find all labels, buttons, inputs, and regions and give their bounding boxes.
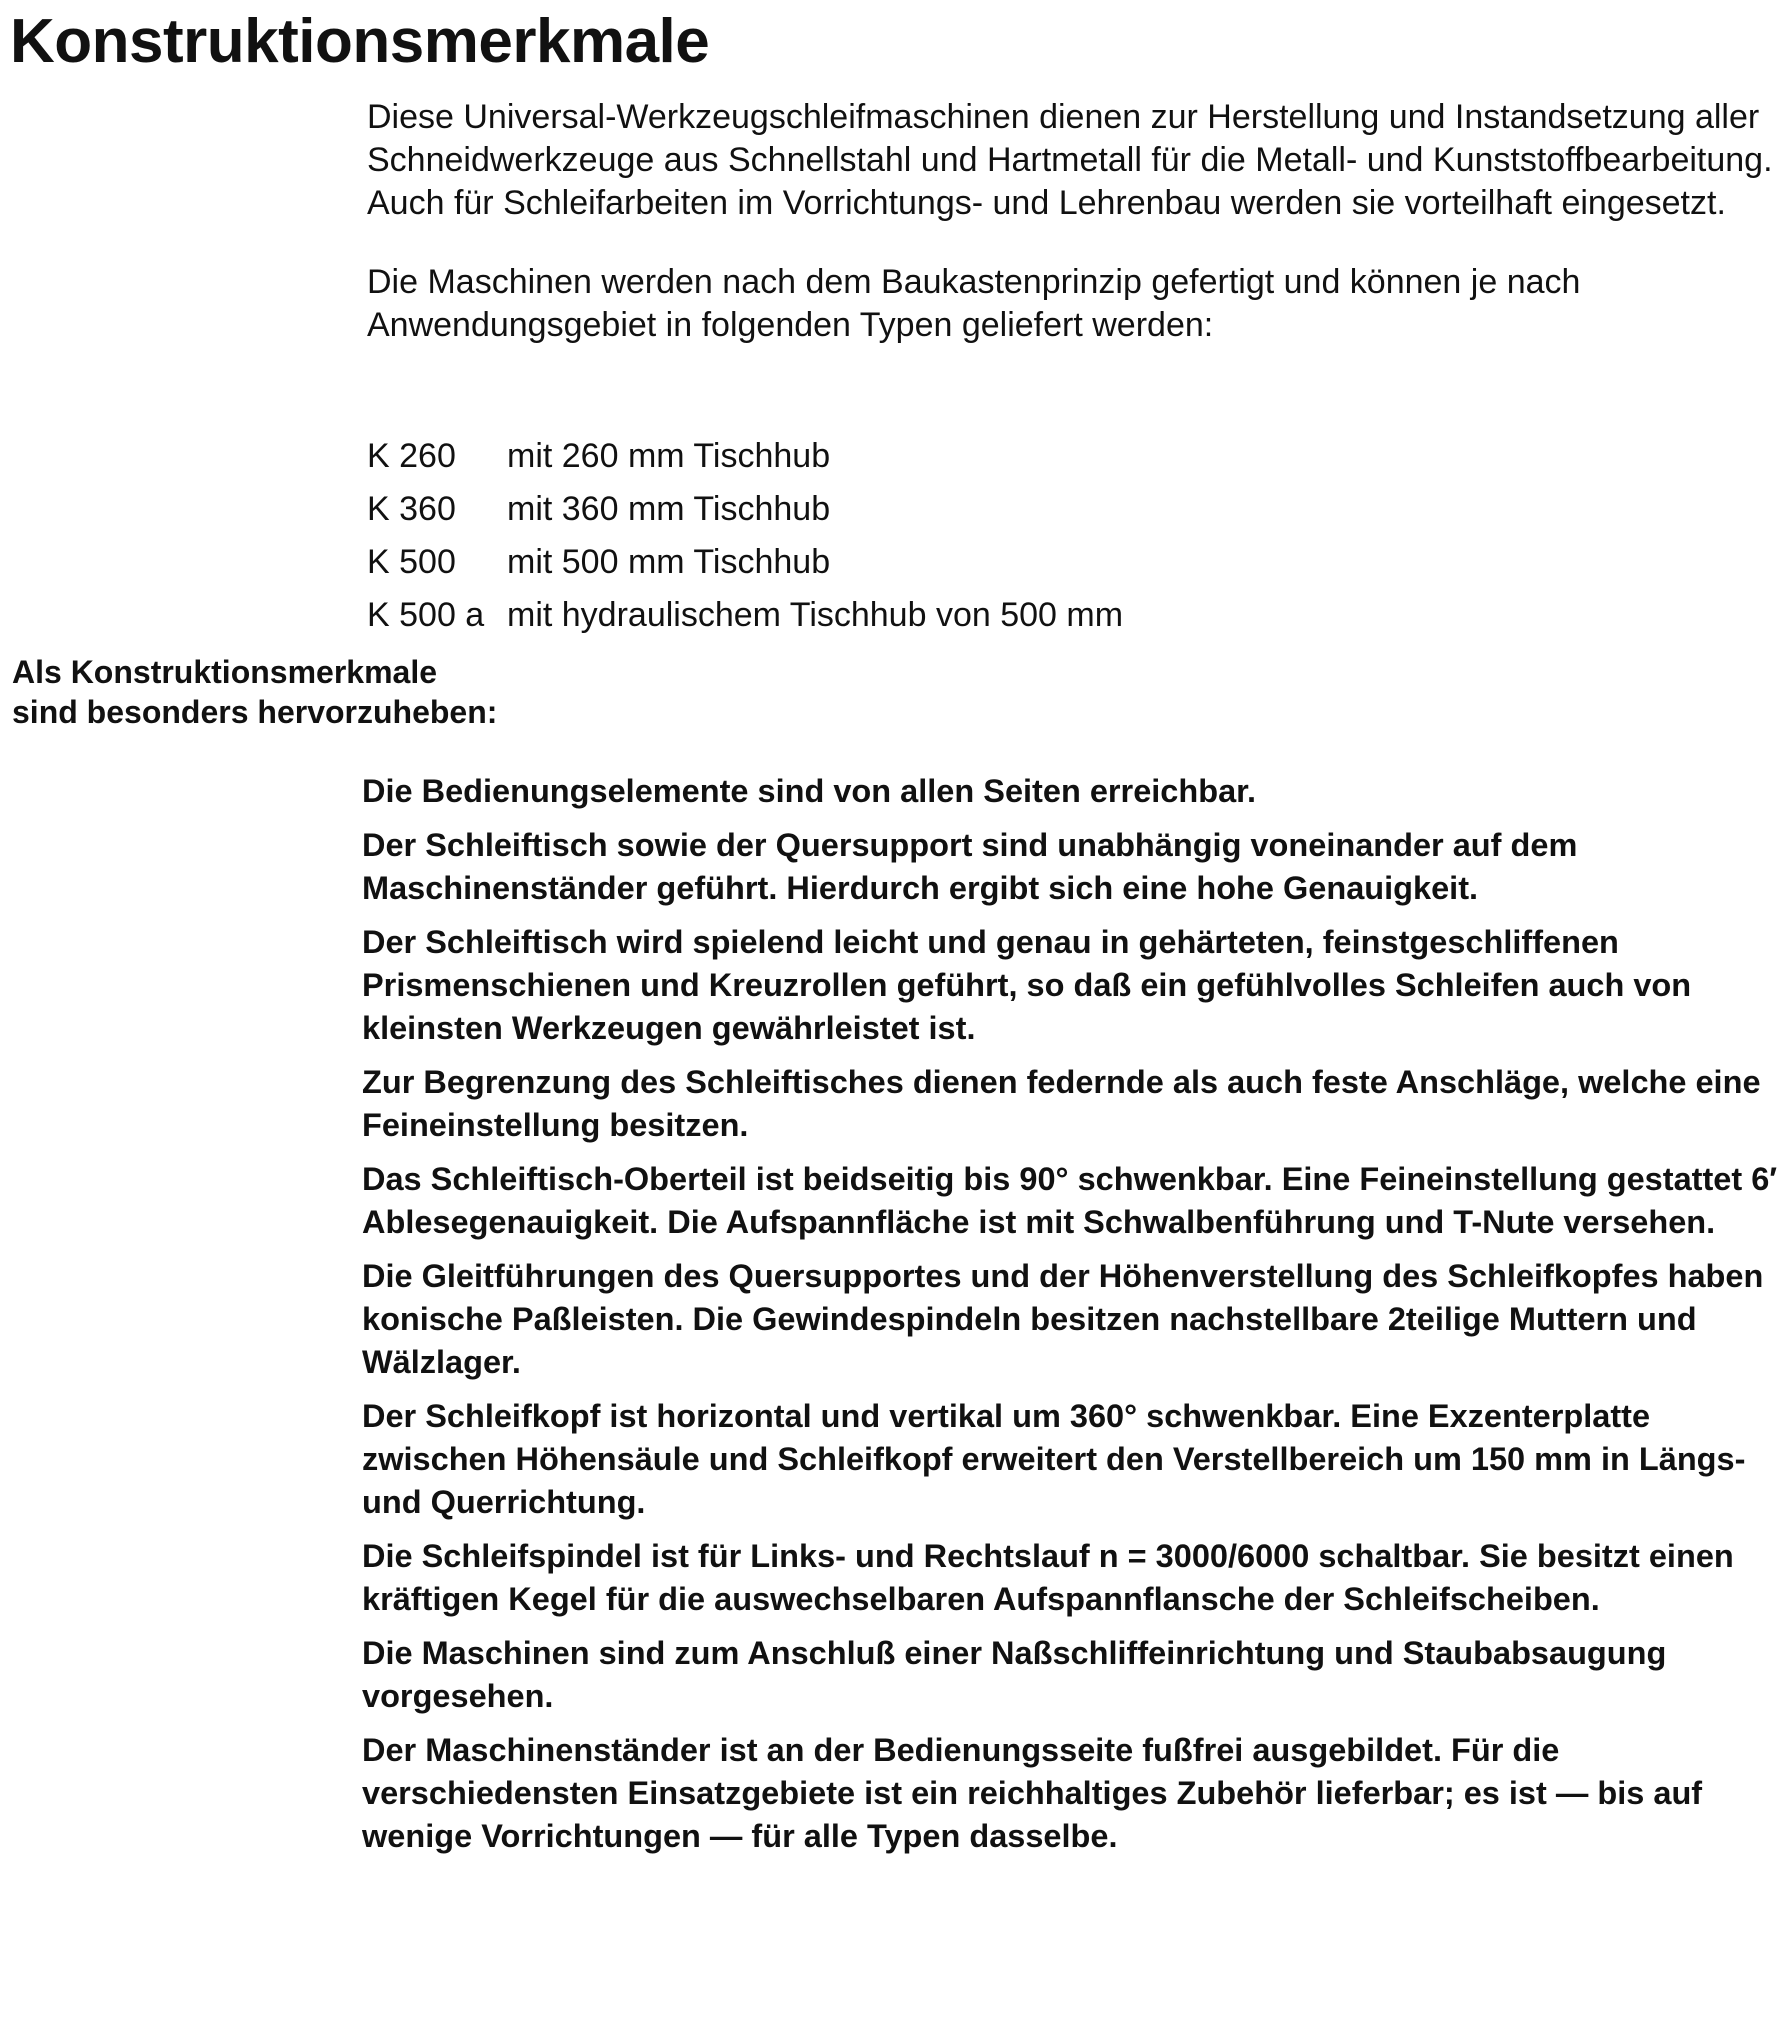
type-description: mit 360 mm Tischhub bbox=[507, 490, 831, 528]
machine-type-row bbox=[367, 483, 1123, 536]
type-code: K 360 bbox=[367, 490, 456, 528]
feature-paragraph: Die Maschinen sind zum Anschluß einer Naßschliffeinrichtung und Staubabsaugung vorgesehen. bbox=[362, 1635, 1667, 1714]
feature-list bbox=[362, 770, 1780, 1869]
type-description: mit 500 mm Tischhub bbox=[507, 543, 831, 581]
feature-paragraph: Das Schleiftisch-Oberteil ist beidseitig bis 90° schwenkbar. Eine Feineinstellung gestattet 6′ Ablesegenauigkeit. Die Aufspannfläche ist mit Schwalbenführung und T-Nute versehen. bbox=[362, 1161, 1778, 1240]
type-description: mit hydraulischem Tischhub von 500 mm bbox=[507, 596, 1124, 634]
machine-type-row bbox=[367, 536, 1123, 589]
feature-paragraph: Der Schleifkopf ist horizontal und vertikal um 360° schwenkbar. Eine Exzenterplatte zwischen Höhensäule und Schleifkopf erweitert den Verstellbereich um 150 mm in Längs- und Querrichtung. bbox=[362, 1398, 1746, 1520]
subheading-line: Als Konstruktionsmerkmale bbox=[12, 654, 438, 690]
intro-paragraph: Die Maschinen werden nach dem Baukastenprinzip gefertigt und können je nach Anwendungsgebiet in folgenden Typen geliefert werden: bbox=[367, 263, 1581, 344]
page-title: Konstruktionsmerkmale bbox=[10, 7, 710, 76]
subheading-line: sind besonders hervorzuheben: bbox=[12, 694, 498, 730]
feature-paragraph: Die Schleifspindel ist für Links- und Rechtslauf n = 3000/6000 schaltbar. Sie besitzt einen kräftigen Kegel für die auswechselbaren Aufspannflansche der Schleifscheiben. bbox=[362, 1538, 1734, 1617]
feature-paragraph: Der Maschinenständer ist an der Bedienungsseite fußfrei ausgebildet. Für die verschiedensten Einsatzgebiete ist ein reichhaltiges Zubehör lieferbar; es ist — bis auf wenige Vorrichtungen — für alle Typen dasselbe. bbox=[362, 1732, 1703, 1854]
type-code: K 500 bbox=[367, 543, 456, 581]
intro-section bbox=[367, 96, 1777, 347]
feature-paragraph: Der Schleiftisch wird spielend leicht und genau in gehärteten, feinstgeschliffenen Prismenschienen und Kreuzrollen geführt, so daß ein gefühlvolles Schleifen auch von kleinsten Werkzeugen gewährleistet ist. bbox=[362, 924, 1692, 1046]
machine-type-row bbox=[367, 589, 1123, 642]
section-subheading bbox=[12, 652, 592, 732]
machine-type-list bbox=[367, 430, 1123, 642]
feature-paragraph: Die Bedienungselemente sind von allen Seiten erreichbar. bbox=[362, 773, 1257, 809]
feature-paragraph: Die Gleitführungen des Quersupportes und der Höhenverstellung des Schleifkopfes haben konische Paßleisten. Die Gewindespindeln besitzen nachstellbare 2teilige Muttern und Wälzlager. bbox=[362, 1258, 1764, 1380]
intro-paragraph: Diese Universal-Werkzeugschleifmaschinen dienen zur Herstellung und Instandsetzung aller Schneidwerkzeuge aus Schnellstahl und Hartmetall für die Metall- und Kunststoffbearbeitung. Auch für Schleifarbeiten im Vorrichtungs- und Lehrenbau werden sie vorteilhaft eingesetzt. bbox=[367, 98, 1773, 222]
type-code: K 500 a bbox=[367, 596, 485, 634]
machine-type-row bbox=[367, 430, 1123, 483]
feature-paragraph: Der Schleiftisch sowie der Quersupport sind unabhängig voneinander auf dem Maschinenständer geführt. Hierdurch ergibt sich eine hohe Genauigkeit. bbox=[362, 827, 1578, 906]
feature-paragraph: Zur Begrenzung des Schleiftisches dienen federnde als auch feste Anschläge, welche eine Feineinstellung besitzen. bbox=[362, 1064, 1761, 1143]
type-description: mit 260 mm Tischhub bbox=[507, 437, 831, 475]
type-code: K 260 bbox=[367, 437, 456, 475]
